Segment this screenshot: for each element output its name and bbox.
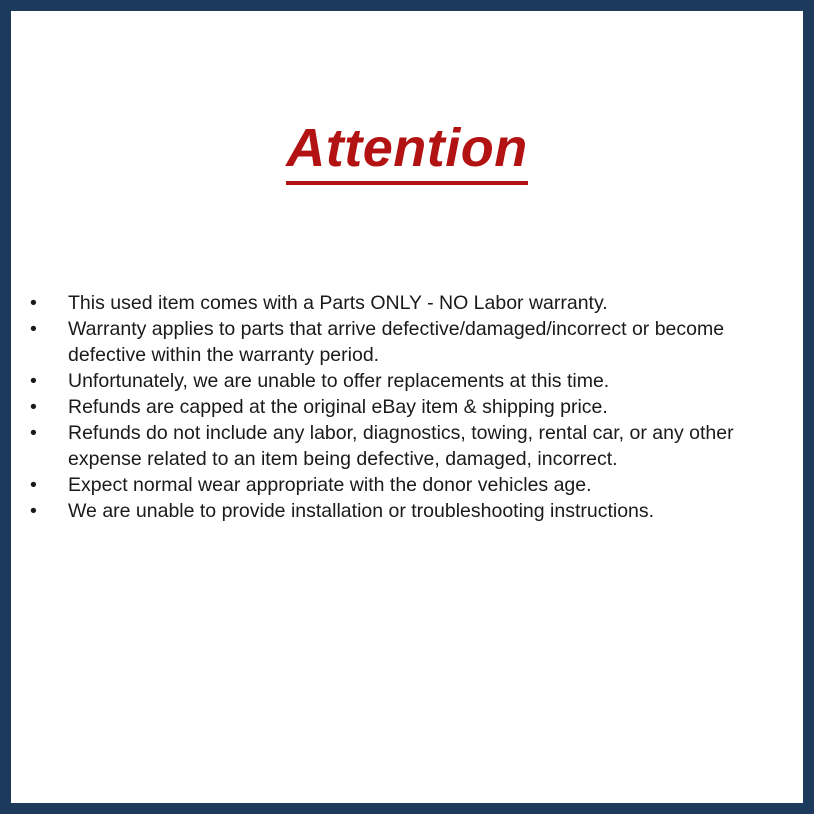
bullet-icon: • <box>30 474 37 496</box>
bullet-icon: • <box>30 370 37 392</box>
list-item <box>14 316 800 368</box>
list-item <box>14 394 800 420</box>
list-item-text: We are unable to provide installation or troubleshooting instructions. <box>68 500 655 522</box>
warranty-bullet-list <box>14 290 800 524</box>
list-item <box>14 420 800 472</box>
bullet-icon: • <box>30 292 37 314</box>
page-title-text: Attention <box>286 118 527 185</box>
list-item-text: Refunds are capped at the original eBay item & shipping price. <box>68 396 608 418</box>
list-item <box>14 498 800 524</box>
list-item <box>14 290 800 316</box>
bullet-icon: • <box>30 318 37 340</box>
bullet-icon: • <box>30 396 37 418</box>
bullet-icon: • <box>30 500 37 522</box>
page-title <box>14 118 800 178</box>
list-item <box>14 472 800 498</box>
notice-content <box>14 14 800 800</box>
list-item-text: This used item comes with a Parts ONLY - NO Labor warranty. <box>68 292 608 314</box>
list-item-text: Warranty applies to parts that arrive defective/damaged/incorrect or become defective within the warranty period. <box>68 318 725 366</box>
list-item-text: Expect normal wear appropriate with the donor vehicles age. <box>68 474 592 496</box>
list-item <box>14 368 800 394</box>
list-item-text: Unfortunately, we are unable to offer replacements at this time. <box>68 370 610 392</box>
list-item-text: Refunds do not include any labor, diagnostics, towing, rental car, or any other expense related to an item being defective, damaged, incorrect. <box>68 422 734 470</box>
bullet-icon: • <box>30 422 37 444</box>
